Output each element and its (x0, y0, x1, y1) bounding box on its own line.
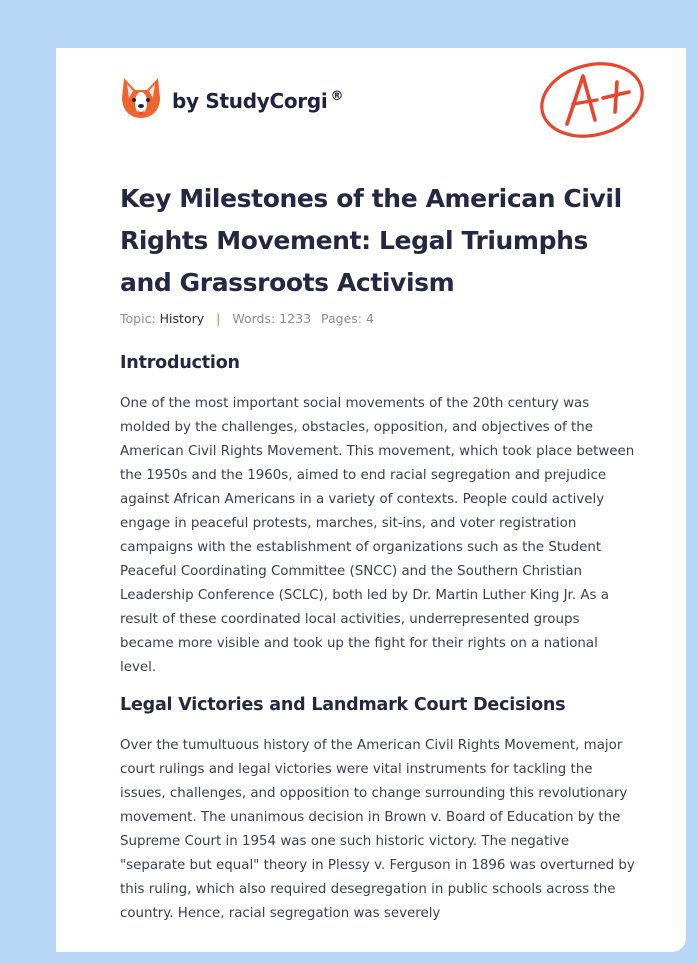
pages-label: Pages: (321, 311, 363, 326)
section-heading-legal-victories: Legal Victories and Landmark Court Decisions (120, 695, 566, 715)
document-page (56, 48, 686, 952)
brand-name: by StudyCorgi ® (172, 89, 344, 113)
grade-badge (537, 60, 647, 140)
section-paragraph-introduction: One of the most important social movements of the 20th century was molded by the challenges, obstacles, opposition, and objectives of the American Civil Rights Movement. This movement, which took place between the 1950s and the 1960s, aimed to end racial segregation and prejudice against African Americans in a variety of contexts. People could actively engage in peaceful protests, marches, sit-ins, and voter registration campaigns with the establishment of organizations such as the Student Peaceful Coordinating Committee (SNCC) and the Southern Christian Leadership Conference (SCLC), both led by Dr. Martin Luther King Jr. As a result of these coordinated local activities, underrepresented groups became more visible and took up the fight for their rights on a national level. (120, 396, 635, 675)
document-title: Key Milestones of the American Civil Rights Movement: Legal Triumphs and Grassroots Activism (120, 184, 622, 297)
topic-label: Topic: (120, 311, 156, 326)
meta-separator: | (216, 311, 221, 326)
document-meta (120, 311, 374, 326)
brand-header[interactable] (120, 76, 343, 120)
registered-mark: ® (330, 89, 344, 105)
words-count: 1233 (279, 311, 312, 326)
words-label: Words: (232, 311, 276, 326)
pages-count: 4 (366, 311, 374, 326)
section-paragraph-legal-victories: Over the tumultuous history of the American Civil Rights Movement, major court rulings and legal victories were vital instruments for tackling the issues, challenges, and opposition to change surrounding this revolutionary movement. The unanimous decision in Brown v. Board of Education by the Supreme Court in 1954 was one such historic victory. The negative "separate but equal" theory in Plessy v. Ferguson in 1896 was overturned by this ruling, which also required desegregation in public schools across the country. Hence, racial segregation was severely (120, 738, 635, 921)
section-heading-introduction: Introduction (120, 353, 240, 373)
corgi-logo-icon (120, 76, 162, 120)
topic-link[interactable]: History (159, 311, 205, 326)
